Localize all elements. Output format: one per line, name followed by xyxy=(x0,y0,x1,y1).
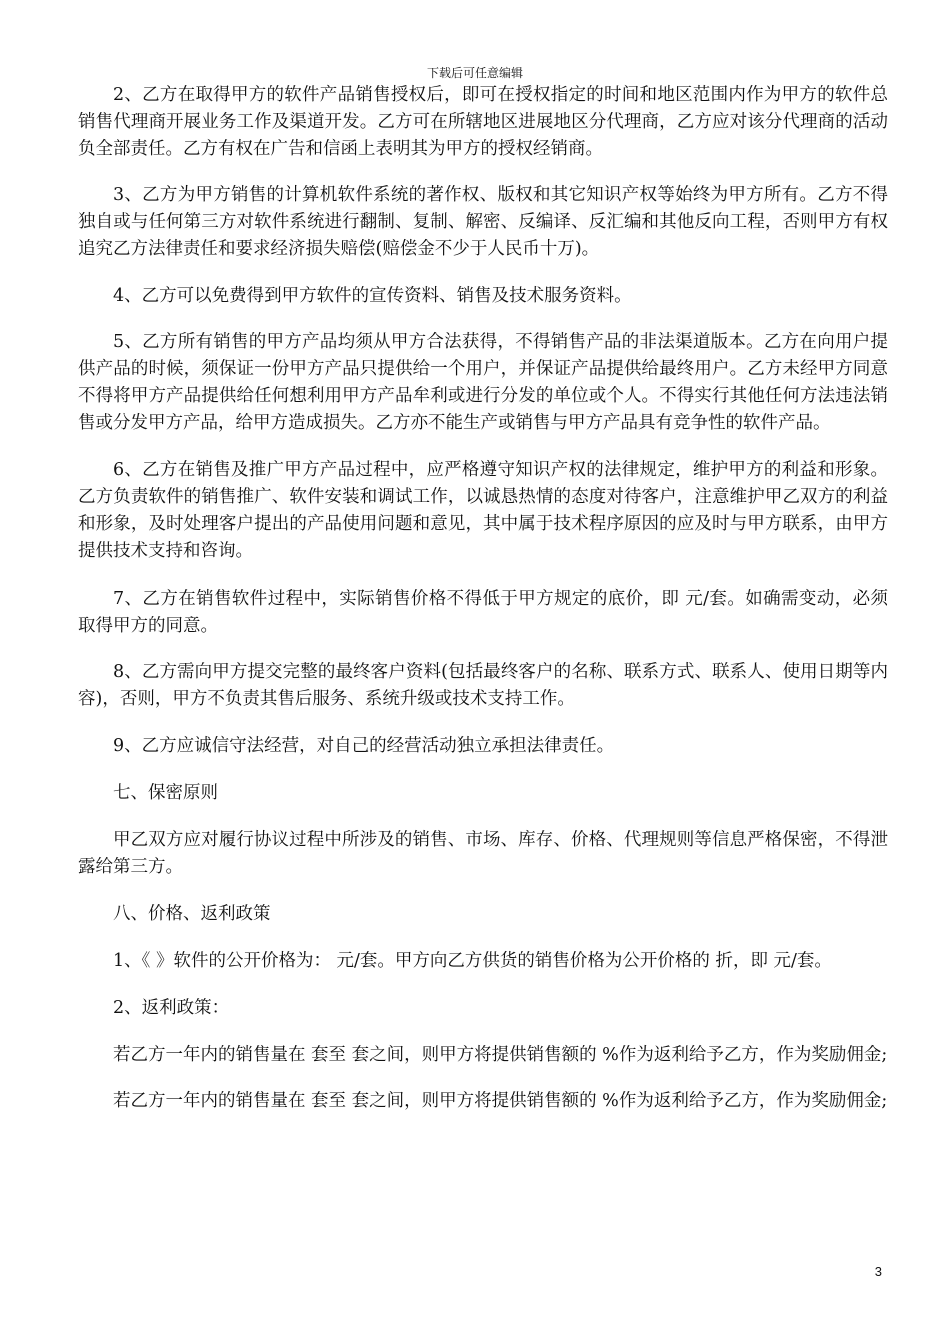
clause-paragraph: 7、乙方在销售软件过程中，实际销售价格不得低于甲方规定的底价，即 元/套。如确需变动，必须取得甲方的同意。 xyxy=(78,589,888,636)
section-heading: 八、价格、返利政策 xyxy=(113,904,271,924)
clause-paragraph: 9、乙方应诚信守法经营，对自己的经营活动独立承担法律责任。 xyxy=(113,736,615,756)
page-header-note: 下载后可任意编辑 xyxy=(426,66,523,80)
clause-paragraph: 8、乙方需向甲方提交完整的最终客户资料(包括最终客户的名称、联系方式、联系人、使用日期等内容)，否则，甲方不负责其售后服务、系统升级或技术支持工作。 xyxy=(78,662,888,709)
clause-paragraph: 4、乙方可以免费得到甲方软件的宣传资料、销售及技术服务资料。 xyxy=(113,286,632,306)
document-body xyxy=(78,82,888,1115)
clause-paragraph: 若乙方一年内的销售量在 套至 套之间，则甲方将提供销售额的 %作为返利给予乙方，作为奖励佣金; xyxy=(113,1045,888,1065)
clause-paragraph: 2、返利政策： xyxy=(113,998,230,1018)
clause-paragraph: 若乙方一年内的销售量在 套至 套之间，则甲方将提供销售额的 %作为返利给予乙方，作为奖励佣金; xyxy=(113,1091,888,1111)
section-heading: 七、保密原则 xyxy=(113,783,218,803)
clause-paragraph: 5、乙方所有销售的甲方产品均须从甲方合法获得，不得销售产品的非法渠道版本。乙方在向用户提供产品的时候，须保证一份甲方产品只提供给一个用户，并保证产品提供给最终用户。乙方未经甲方同意不得将甲方产品提供给任何想利用甲方产品牟利或进行分发的单位或个人。不得实行其他任何方法违法销售或分发甲方产品，给甲方造成损失。乙方亦不能生产或销售与甲方产品具有竞争性的软件产品。 xyxy=(78,332,888,433)
clause-paragraph: 1、《 》软件的公开价格为： 元/套。甲方向乙方供货的销售价格为公开价格的 折，即 元/套。 xyxy=(113,951,832,971)
clause-paragraph: 甲乙双方应对履行协议过程中所涉及的销售、市场、库存、价格、代理规则等信息严格保密，不得泄露给第三方。 xyxy=(78,830,888,877)
page-number: 3 xyxy=(874,1264,882,1279)
clause-paragraph: 3、乙方为甲方销售的计算机软件系统的著作权、版权和其它知识产权等始终为甲方所有。乙方不得独自或与任何第三方对软件系统进行翻制、复制、解密、反编译、反汇编和其他反向工程，否则甲方有权追究乙方法律责任和要求经济损失赔偿(赔偿金不少于人民币十万)。 xyxy=(78,185,888,259)
clause-paragraph: 2、乙方在取得甲方的软件产品销售授权后，即可在授权指定的时间和地区范围内作为甲方的软件总销售代理商开展业务工作及渠道开发。乙方可在所辖地区进展地区分代理商，乙方应对该分代理商的活动负全部责任。乙方有权在广告和信函上表明其为甲方的授权经销商。 xyxy=(78,85,888,159)
clause-paragraph: 6、乙方在销售及推广甲方产品过程中，应严格遵守知识产权的法律规定，维护甲方的利益和形象。乙方负责软件的销售推广、软件安装和调试工作，以诚恳热情的态度对待客户，注意维护甲乙双方的利益和形象，及时处理客户提出的产品使用问题和意见，其中属于技术程序原因的应及时与甲方联系，由甲方提供技术支持和咨询。 xyxy=(78,460,888,561)
